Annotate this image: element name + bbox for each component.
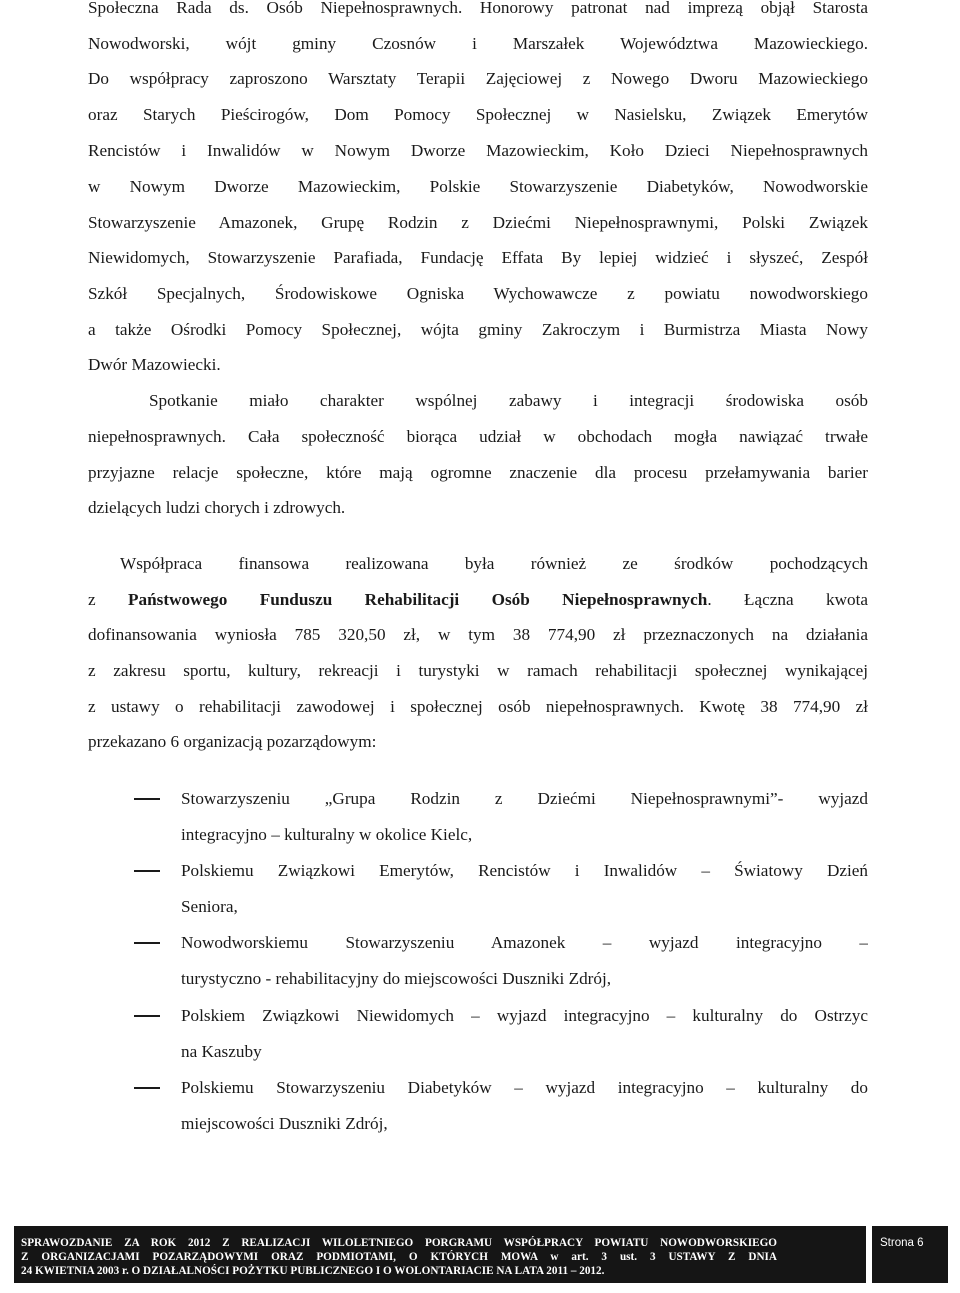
dash-bullet-icon: [134, 798, 160, 800]
list-item-line: Stowarzyszeniu „Grupa Rodzin z Dziećmi Niepełnosprawnymi”- wyjazd: [181, 789, 868, 808]
paragraph-line: Nowodworski, wójt gminy Czosnów i Marszałek Województwa Mazowieckiego.: [88, 34, 868, 53]
page-number-box: [872, 1226, 948, 1283]
paragraph-line: oraz Starych Pieścirogów, Dom Pomocy Społecznej w Nasielsku, Związek Emerytów: [88, 105, 868, 124]
list-item-line: Polskiemu Związkowi Emerytów, Rencistów i Inwalidów – Światowy Dzień: [181, 861, 868, 880]
footer-line: Z ORGANIZACJAMI POZARZĄDOWYMI ORAZ PODMIOTAMI, O KTÓRYCH MOWA w art. 3 ust. 3 USTAWY Z DNIA: [21, 1251, 777, 1263]
paragraph-line: Społeczna Rada ds. Osób Niepełnosprawnych. Honorowy patronat nad imprezą objął Starosta: [88, 0, 868, 17]
list-item-line: turystyczno - rehabilitacyjny do miejscowości Duszniki Zdrój,: [181, 969, 612, 988]
paragraph-line: przekazano 6 organizacją pozarządowym:: [88, 732, 377, 751]
paragraph-line: dzielących ludzi chorych i zdrowych.: [88, 498, 346, 517]
paragraph-line: Stowarzyszenie Amazonek, Grupę Rodzin z Dziećmi Niepełnosprawnymi, Polski Związek: [88, 213, 868, 232]
page-number: Strona 6: [880, 1237, 924, 1249]
dash-bullet-icon: [134, 870, 160, 872]
paragraph-line: z ustawy o rehabilitacji zawodowej i społecznej osób niepełnosprawnych. Kwotę 38 774,90 zł: [88, 697, 868, 716]
list-item-line: Nowodworskiemu Stowarzyszeniu Amazonek – wyjazd integracyjno –: [181, 933, 868, 952]
paragraph-line: niepełnosprawnych. Cała społeczność biorąca udział w obchodach mogła nawiązać trwałe: [88, 427, 868, 446]
paragraph-line: Współpraca finansowa realizowana była również ze środków pochodzących: [120, 554, 868, 573]
paragraph-line: a także Ośrodki Pomocy Społecznej, wójta gminy Zakroczym i Burmistrza Miasta Nowy: [88, 320, 868, 339]
list-item-line: Polskiem Związkowi Niewidomych – wyjazd integracyjno – kulturalny do Ostrzyc: [181, 1006, 868, 1025]
paragraph-line: z zakresu sportu, kultury, rekreacji i turystyki w ramach rehabilitacji społecznej wynikającej: [88, 661, 868, 680]
list-item-line: integracyjno – kulturalny w okolice Kielc,: [181, 825, 473, 844]
paragraph-line: Niewidomych, Stowarzyszenie Parafiada, Fundację Effata By lepiej widzieć i słyszeć, Zespół: [88, 248, 868, 267]
fund-name-bold: Państwowego Funduszu Rehabilitacji Osób Niepełnosprawnych: [128, 590, 708, 609]
text-suffix: . Łączna kwota: [707, 590, 868, 609]
dash-bullet-icon: [134, 1087, 160, 1089]
footer-line: 24 KWIETNIA 2003 r. O DZIAŁALNOŚCI POŻYTKU PUBLICZNEGO I O WOLONTARIACIE NA LATA 2011 – 2012.: [21, 1265, 605, 1277]
paragraph-line: Do współpracy zaproszono Warsztaty Terapii Zajęciowej z Nowego Dworu Mazowieckiego: [88, 69, 868, 88]
paragraph-line: w Nowym Dworze Mazowieckim, Polskie Stowarzyszenie Diabetyków, Nowodworskie: [88, 177, 868, 196]
list-item-line: Polskiemu Stowarzyszeniu Diabetyków – wyjazd integracyjno – kulturalny do: [181, 1078, 868, 1097]
paragraph-line: dofinansowania wyniosła 785 320,50 zł, w tym 38 774,90 zł przeznaczonych na działania: [88, 625, 868, 644]
text-prefix: z: [88, 590, 129, 609]
dash-bullet-icon: [134, 942, 160, 944]
paragraph-line: przyjazne relacje społeczne, które mają ogromne znaczenie dla procesu przełamywania barier: [88, 463, 868, 482]
paragraph-line: Rencistów i Inwalidów w Nowym Dworze Mazowieckim, Koło Dzieci Niepełnosprawnych: [88, 141, 868, 160]
list-item-line: miejscowości Duszniki Zdrój,: [181, 1114, 388, 1133]
paragraph-line: Spotkanie miało charakter wspólnej zabawy i integracji środowiska osób: [149, 391, 868, 410]
list-item-line: Seniora,: [181, 897, 238, 916]
dash-bullet-icon: [134, 1015, 160, 1017]
footer-report-title: [14, 1226, 866, 1283]
paragraph-line: Szkół Specjalnych, Środowiskowe Ogniska Wychowawcze z powiatu nowodworskiego: [88, 284, 868, 303]
list-item-line: na Kaszuby: [181, 1042, 262, 1061]
footer-line: SPRAWOZDANIE ZA ROK 2012 Z REALIZACJI WILOLETNIEGO PORGRAMU WSPÓŁPRACY POWIATU NOWODWORSKIEGO: [21, 1237, 777, 1249]
page-footer: [0, 1226, 960, 1283]
organization-list: [88, 0, 868, 1200]
paragraph-line: Dwór Mazowiecki.: [88, 355, 221, 374]
